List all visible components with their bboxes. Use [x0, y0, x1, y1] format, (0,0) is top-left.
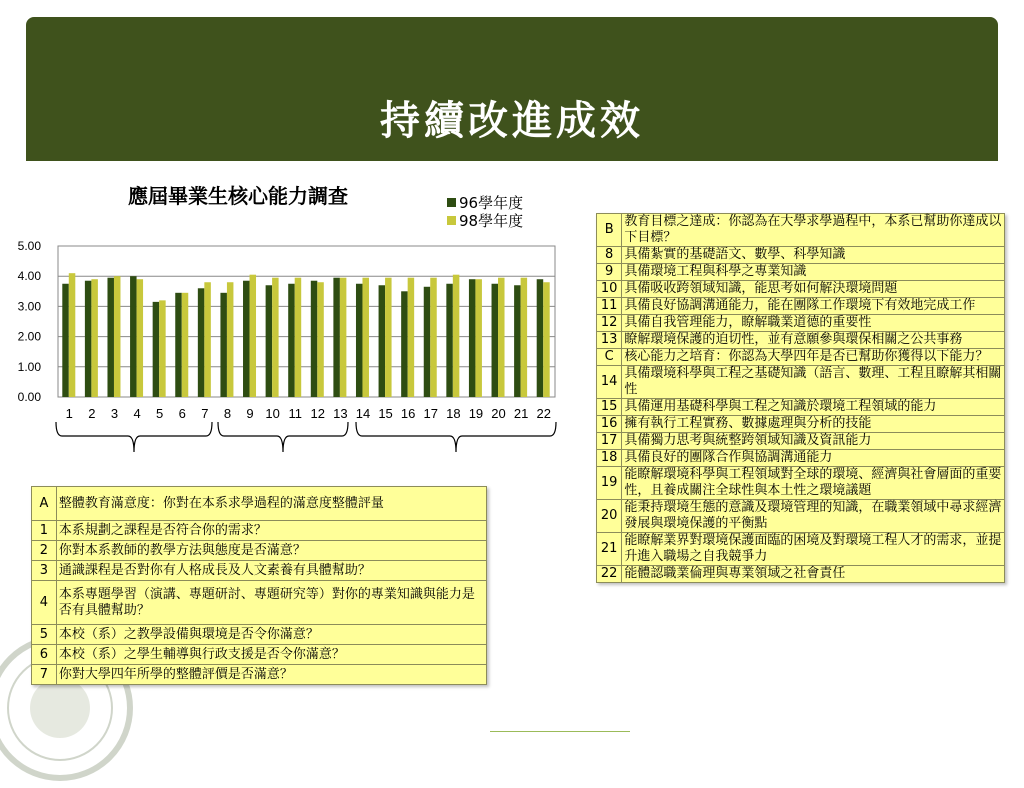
- table-row: [32, 541, 487, 561]
- slide-title: 持續改進成效: [380, 97, 644, 144]
- table-row: [32, 561, 487, 581]
- row-key: 20: [597, 500, 622, 533]
- row-text: 通識課程是否對你有人格成長及人文素養有具體幫助？: [56, 561, 486, 581]
- row-key: 12: [597, 315, 622, 332]
- bar-96-1: [62, 284, 69, 397]
- bar-98-10: [272, 278, 279, 397]
- table-row: [32, 665, 487, 685]
- bar-96-14: [356, 284, 363, 397]
- bar-96-9: [243, 281, 250, 397]
- header-key: A: [32, 487, 57, 521]
- bar-96-11: [288, 284, 295, 397]
- table-row: [597, 315, 1005, 332]
- y-tick-label: 2.00: [17, 329, 41, 344]
- brace-group-c: [356, 422, 556, 452]
- bar-98-18: [453, 275, 460, 397]
- row-text: 具備良好的團隊合作與協調溝通能力: [622, 450, 1005, 467]
- table-row: [32, 645, 487, 665]
- table-row: [597, 214, 1005, 247]
- table-row: [597, 332, 1005, 349]
- table-row: [597, 247, 1005, 264]
- row-key: 7: [32, 665, 57, 685]
- row-key: B: [597, 214, 622, 247]
- x-tick-label: 7: [201, 406, 209, 421]
- row-key: 5: [32, 625, 57, 645]
- bar-98-1: [69, 273, 76, 397]
- row-key: 2: [32, 541, 57, 561]
- table-row: [597, 416, 1005, 433]
- bar-98-4: [137, 279, 144, 397]
- brace-group-b: [218, 422, 348, 452]
- row-text: 能秉持環境生態的意識及環境管理的知識，在職業領域中尋求經濟發展與環境保護的平衡點: [622, 500, 1005, 533]
- x-tick-label: 21: [513, 406, 529, 421]
- row-text: 具備自我管理能力，瞭解職業道德的重要性: [622, 315, 1005, 332]
- bar-96-17: [424, 287, 431, 397]
- x-tick-label: 15: [378, 406, 393, 421]
- bar-98-14: [362, 278, 369, 397]
- y-tick-label: 4.00: [17, 269, 41, 284]
- bar-98-9: [250, 275, 256, 397]
- legend-label-98: 98學年度: [459, 211, 524, 230]
- x-tick-label: 3: [110, 406, 119, 421]
- x-tick-label: 2: [88, 406, 96, 421]
- x-tick-label: 12: [310, 406, 326, 421]
- row-key: 6: [32, 645, 57, 665]
- table-row: [597, 467, 1005, 500]
- row-key: 22: [597, 566, 622, 583]
- row-key: 8: [597, 247, 622, 264]
- table-row: [32, 581, 487, 625]
- x-tick-label: 20: [491, 406, 506, 421]
- y-tick-label: 5.00: [17, 239, 41, 253]
- row-text: 核心能力之培育：你認為大學四年是否已幫助你獲得以下能力？: [622, 349, 1005, 366]
- row-key: 3: [32, 561, 57, 581]
- bar-96-15: [379, 285, 386, 397]
- x-tick-label: 16: [400, 406, 416, 421]
- row-key: 21: [597, 533, 622, 566]
- bar-96-2: [85, 281, 92, 397]
- bar-96-16: [401, 291, 408, 397]
- bar-96-18: [446, 284, 453, 397]
- row-text: 具備環境科學與工程之基礎知識（語言、數理、工程且瞭解其相關性: [622, 366, 1005, 399]
- x-tick-label: 11: [288, 406, 302, 421]
- x-tick-label: 5: [156, 406, 164, 421]
- row-key: 16: [597, 416, 622, 433]
- bar-98-19: [475, 279, 482, 397]
- row-key: 11: [597, 298, 622, 315]
- bar-96-5: [153, 302, 160, 397]
- table-row: [597, 298, 1005, 315]
- x-tick-label: 13: [333, 406, 348, 421]
- header-text: 整體教育滿意度：你對在本系求學過程的滿意度整體評量: [56, 487, 486, 521]
- row-key: 14: [597, 366, 622, 399]
- row-key: 19: [597, 467, 622, 500]
- bar-98-3: [114, 276, 121, 397]
- bar-98-12: [317, 282, 324, 397]
- table-header-row: [32, 487, 487, 521]
- row-key: C: [597, 349, 622, 366]
- x-tick-label: 10: [265, 406, 280, 421]
- row-key: 1: [32, 521, 57, 541]
- bar-98-7: [204, 282, 211, 397]
- bar-96-13: [333, 278, 340, 397]
- row-text: 教育目標之達成：你認為在大學求學過程中，本系已幫助你達成以下目標？: [622, 214, 1005, 247]
- row-text: 本系專題學習（演講、專題研討、專題研究等）對你的專業知識與能力是否有具體幫助？: [56, 581, 486, 625]
- bar-96-4: [130, 276, 137, 397]
- bar-96-6: [175, 293, 182, 397]
- bar-98-2: [91, 279, 98, 397]
- row-text: 具備運用基礎科學與工程之知識於環境工程領域的能力: [622, 399, 1005, 416]
- table-row: [597, 450, 1005, 467]
- x-tick-label: 8: [223, 406, 232, 421]
- x-tick-label: 22: [536, 406, 551, 421]
- bar-96-12: [311, 281, 318, 397]
- table-row: [597, 366, 1005, 399]
- row-key: 18: [597, 450, 622, 467]
- x-tick-label: 6: [178, 406, 186, 421]
- table-row: [32, 521, 487, 541]
- row-text: 你對大學四年所學的整體評價是否滿意？: [56, 665, 486, 685]
- table-row: [597, 399, 1005, 416]
- x-tick-label: 18: [446, 406, 461, 421]
- table-row: [597, 264, 1005, 281]
- y-tick-label: 3.00: [17, 299, 41, 314]
- bar-96-3: [107, 278, 114, 397]
- row-text: 瞭解環境保護的迫切性，並有意願參與環保相關之公共事務: [622, 332, 1005, 349]
- bar-98-17: [430, 278, 437, 397]
- y-tick-label: 1.00: [17, 359, 41, 374]
- row-key: 9: [597, 264, 622, 281]
- row-text: 具備獨力思考與統整跨領域知識及資訊能力: [622, 433, 1005, 450]
- row-text: 你對本系教師的教學方法與態度是否滿意？: [56, 541, 486, 561]
- row-text: 具備吸收跨領域知識，能思考如何解決環境問題: [622, 281, 1005, 298]
- table-row: [597, 349, 1005, 366]
- table-row: [32, 625, 487, 645]
- x-tick-label: 17: [423, 406, 438, 421]
- bar-98-22: [543, 282, 550, 397]
- bar-98-16: [408, 278, 415, 397]
- x-tick-label: 9: [246, 406, 254, 421]
- row-text: 擁有執行工程實務、數據處理與分析的技能: [622, 416, 1005, 433]
- bar-98-21: [521, 278, 528, 397]
- x-tick-label: 1: [65, 406, 73, 421]
- table-b: [596, 213, 1005, 583]
- x-tick-label: 4: [133, 406, 141, 421]
- row-text: 本校（系）之教學設備與環境是否令你滿意？: [56, 625, 486, 645]
- bar-96-8: [220, 293, 227, 397]
- table-a: [31, 486, 487, 685]
- table-row: [597, 533, 1005, 566]
- table-row: [597, 433, 1005, 450]
- row-text: 能瞭解環境科學與工程領域對全球的環境、經濟與社會層面的重要性，且養成關注全球性與本土性之環境議題: [622, 467, 1005, 500]
- table-row: [597, 566, 1005, 583]
- row-key: 15: [597, 399, 622, 416]
- row-key: 17: [597, 433, 622, 450]
- row-text: 具備紮實的基礎語文、數學、科學知識: [622, 247, 1005, 264]
- row-text: 本校（系）之學生輔導與行政支援是否令你滿意？: [56, 645, 486, 665]
- bar-98-6: [182, 293, 189, 397]
- row-text: 本系規劃之課程是否符合你的需求？: [56, 521, 486, 541]
- bar-96-20: [492, 284, 499, 397]
- row-text: 能體認職業倫理與專業領域之社會責任: [622, 566, 1005, 583]
- bar-98-13: [340, 278, 347, 397]
- row-text: 具備良好協調溝通能力，能在團隊工作環境下有效地完成工作: [622, 298, 1005, 315]
- brace-group-a: [56, 422, 212, 452]
- bar-96-19: [469, 279, 476, 397]
- bar-98-11: [295, 278, 302, 397]
- row-text: 能瞭解業界對環境保護面臨的困境及對環境工程人才的需求，並提升進入職場之自我競爭力: [622, 533, 1005, 566]
- row-key: 13: [597, 332, 622, 349]
- bar-96-10: [266, 285, 273, 397]
- table-row: [597, 500, 1005, 533]
- bar-96-7: [198, 288, 205, 397]
- row-text: 具備環境工程與科學之專業知識: [622, 264, 1005, 281]
- bar-98-20: [498, 278, 505, 397]
- x-tick-label: 19: [468, 406, 484, 421]
- bar-98-8: [227, 282, 234, 397]
- bar-98-15: [385, 278, 392, 397]
- table-row: [597, 281, 1005, 298]
- y-tick-label: 0.00: [17, 390, 41, 404]
- bar-96-21: [514, 285, 521, 397]
- row-key: 4: [32, 581, 57, 625]
- legend-label-96: 96學年度: [459, 193, 524, 212]
- bar-98-5: [159, 300, 166, 397]
- row-key: 10: [597, 281, 622, 298]
- x-tick-label: 14: [355, 406, 371, 421]
- bar-96-22: [537, 279, 544, 397]
- chart-title: 應屆畢業生核心能力調查: [128, 184, 348, 208]
